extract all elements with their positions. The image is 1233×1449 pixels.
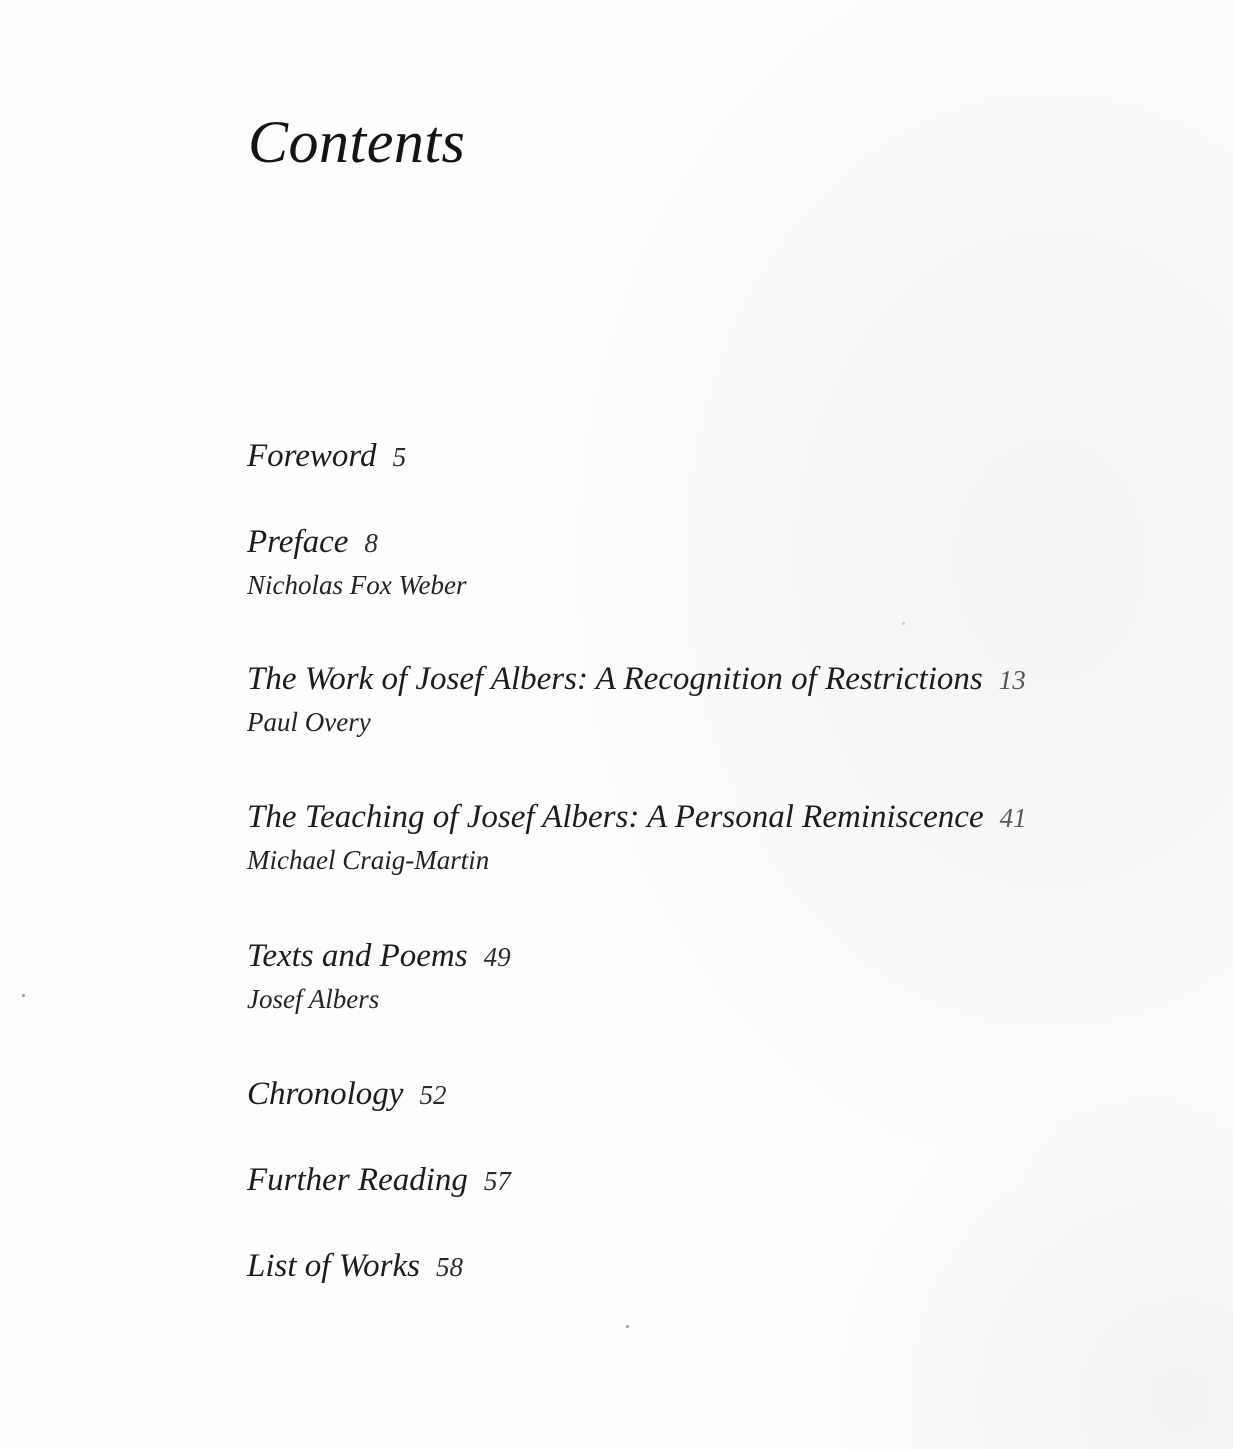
toc-entry-page-number: 8 xyxy=(364,528,378,558)
toc-entry-foreword[interactable] xyxy=(247,436,406,477)
toc-entry-line xyxy=(247,1246,463,1287)
scan-speck xyxy=(902,622,905,625)
toc-entry-page-number: 49 xyxy=(483,942,511,972)
toc-entry-author: Michael Craig-Martin xyxy=(247,845,490,875)
toc-entry-author: Paul Overy xyxy=(247,707,371,737)
toc-entry-title: Foreword xyxy=(247,438,377,474)
toc-entry-title: Further Reading xyxy=(247,1162,468,1198)
toc-entry-line xyxy=(247,659,1026,700)
toc-entry-list-of-works[interactable] xyxy=(247,1246,463,1287)
toc-entry-title: List of Works xyxy=(247,1248,420,1284)
toc-entry-further-reading[interactable] xyxy=(247,1160,511,1201)
scan-speck xyxy=(22,994,25,997)
toc-entry-author: Nicholas Fox Weber xyxy=(247,570,467,600)
toc-entry-title: The Teaching of Josef Albers: A Personal Reminiscence xyxy=(247,799,984,835)
toc-entry-title: The Work of Josef Albers: A Recognition of Restrictions xyxy=(247,661,983,697)
scan-speck xyxy=(626,1325,629,1328)
toc-entry-page-number: 41 xyxy=(999,803,1027,833)
toc-entry-page-number: 5 xyxy=(392,442,407,472)
toc-entry-line xyxy=(247,436,406,477)
toc-entry-title: Texts and Poems xyxy=(247,938,468,974)
toc-entry-chronology[interactable] xyxy=(247,1074,446,1115)
toc-entry-line xyxy=(247,1160,511,1201)
toc-entry-texts-and-poems[interactable] xyxy=(247,936,511,1017)
toc-entry-title: Preface xyxy=(247,524,349,560)
page-title: Contents xyxy=(248,109,466,175)
toc-entry-page-number: 58 xyxy=(436,1252,463,1282)
toc-entry-teaching-of-josef-albers[interactable] xyxy=(247,797,1027,878)
toc-entry-preface[interactable] xyxy=(247,522,466,603)
toc-entry-line xyxy=(247,522,466,563)
toc-entry-page-number: 52 xyxy=(419,1080,447,1110)
toc-entry-line xyxy=(247,797,1027,838)
toc-entry-line xyxy=(247,936,511,977)
toc-entry-line xyxy=(247,1074,446,1115)
toc-entry-author: Josef Albers xyxy=(247,984,380,1014)
toc-entry-page-number: 57 xyxy=(483,1166,511,1196)
toc-entry-title: Chronology xyxy=(247,1076,404,1112)
toc-entry-work-of-josef-albers[interactable] xyxy=(247,659,1026,740)
toc-entry-page-number: 13 xyxy=(998,665,1026,695)
